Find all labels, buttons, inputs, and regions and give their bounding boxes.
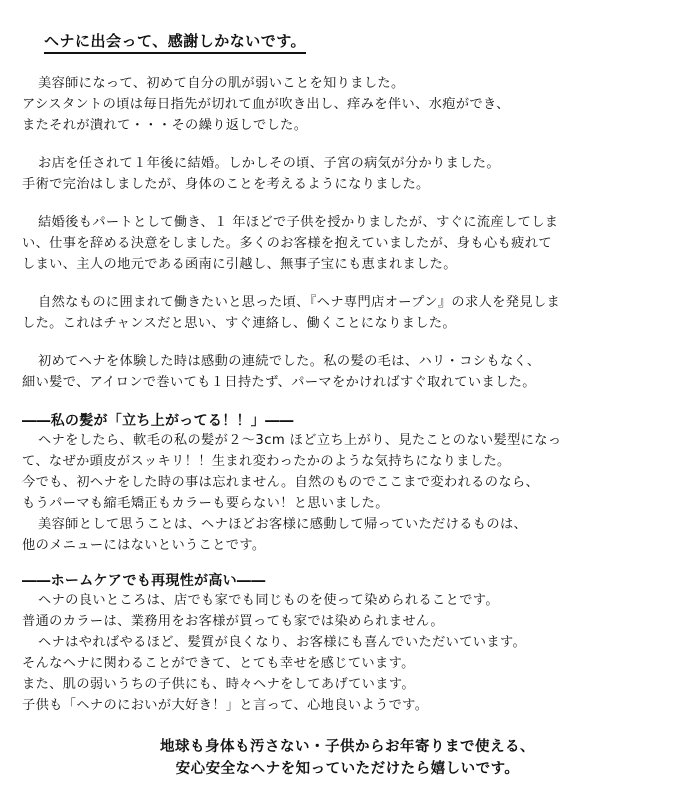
paragraph-3-line-1: 結婚後もパートとして働き、１ 年ほどで子供を授かりましたが、すぐに流産してしま: [38, 215, 559, 230]
closing-message-line-1: 地球も身体も汚さない・子供からお年寄りまで使える、: [160, 739, 535, 755]
section-2-line-3: ヘナはやればやるほど、髪質が良くなり、お客様にも喜んでいただいています。: [38, 635, 527, 650]
section-1-line-5: 美容師として思うことは、ヘナほどお客様に感動して帰っていただけるものは、: [38, 517, 528, 532]
section-2-line-4: そんなヘナに関わることができて、とても幸せを感じています。: [22, 656, 415, 671]
section-2-line-1: ヘナの良いところは、店でも家でも同じものを使って染められることです。: [38, 593, 499, 608]
paragraph-1-line-2: アシスタントの頃は毎日指先が切れて血が吹き出し、痒みを伴い、水疱ができ、: [22, 97, 510, 112]
section-1-line-1: ヘナをしたら、軟毛の私の髪が２～3cm ほど立ち上がり、見たことのない髪型になっ: [38, 433, 562, 448]
paragraph-4-line-2: した。これはチャンスだと思い、すぐ連絡し、働くことになりました。: [22, 316, 457, 331]
section-1-line-3: 今でも、初ヘナをした時の事は忘れません。自然のものでここまで変われるのなら、: [22, 475, 540, 490]
paragraph-1-line-3: またそれが潰れて・・・その繰り返しでした。: [22, 118, 308, 133]
section-2-line-2: 普通のカラーは、業務用をお客様が買っても家では染められません。: [22, 614, 445, 629]
section-heading-home-care: ――ホームケアでも再現性が高い――: [22, 573, 266, 589]
section-1-line-4: もうパーマも縮毛矯正もカラーも要らない！と思いました。: [22, 496, 389, 511]
section-2-line-6: 子供も「ヘナのにおいが大好き！」と言って、心地良いようです。: [22, 698, 429, 713]
paragraph-1-line-1: 美容師になって、初めて自分の肌が弱いことを知りました。: [38, 76, 405, 91]
section-1-line-2: て、なぜか頭皮がスッキリ！！生まれ変わったかのような気持ちになりました。: [22, 454, 511, 469]
paragraph-5-line-2: 細い髪で、アイロンで巻いても１日持たず、パーマをかければすぐ取れていました。: [22, 375, 536, 390]
paragraph-3-line-2: い、仕事を辞める決意をしました。多くのお客様を抱えていましたが、身も心も疲れて: [22, 236, 552, 251]
section-1-line-6: 他のメニューにはないということです。: [22, 538, 266, 553]
paragraph-4-line-1: 自然なものに囲まれて働きたいと思った頃、『ヘナ専門店オープン』の求人を発見しま: [38, 295, 561, 310]
section-heading-hair-stands-up: ――私の髪が「立ち上がってる！！」――: [22, 413, 294, 429]
section-2-line-5: また、肌の弱いうちの子供にも、時々ヘナをしてあげています。: [22, 677, 415, 692]
paragraph-5-line-1: 初めてヘナを体験した時は感動の連続でした。私の髪の毛は、ハリ・コシもなく、: [38, 354, 541, 369]
closing-message-line-2: 安心安全なヘナを知っていただけたら嬉しいです。: [175, 761, 520, 777]
paragraph-2-line-1: お店を任されて１年後に結婚。しかしその頃、子宮の病気が分かりました。: [38, 156, 500, 171]
page-title: ヘナに出会って、感謝しかないです。: [44, 30, 306, 54]
paragraph-2-line-2: 手術で完治はしましたが、身体のことを考えるようになりました。: [22, 177, 430, 192]
paragraph-3-line-3: しまい、主人の地元である函南に引越し、無事子宝にも恵まれました。: [22, 257, 457, 272]
